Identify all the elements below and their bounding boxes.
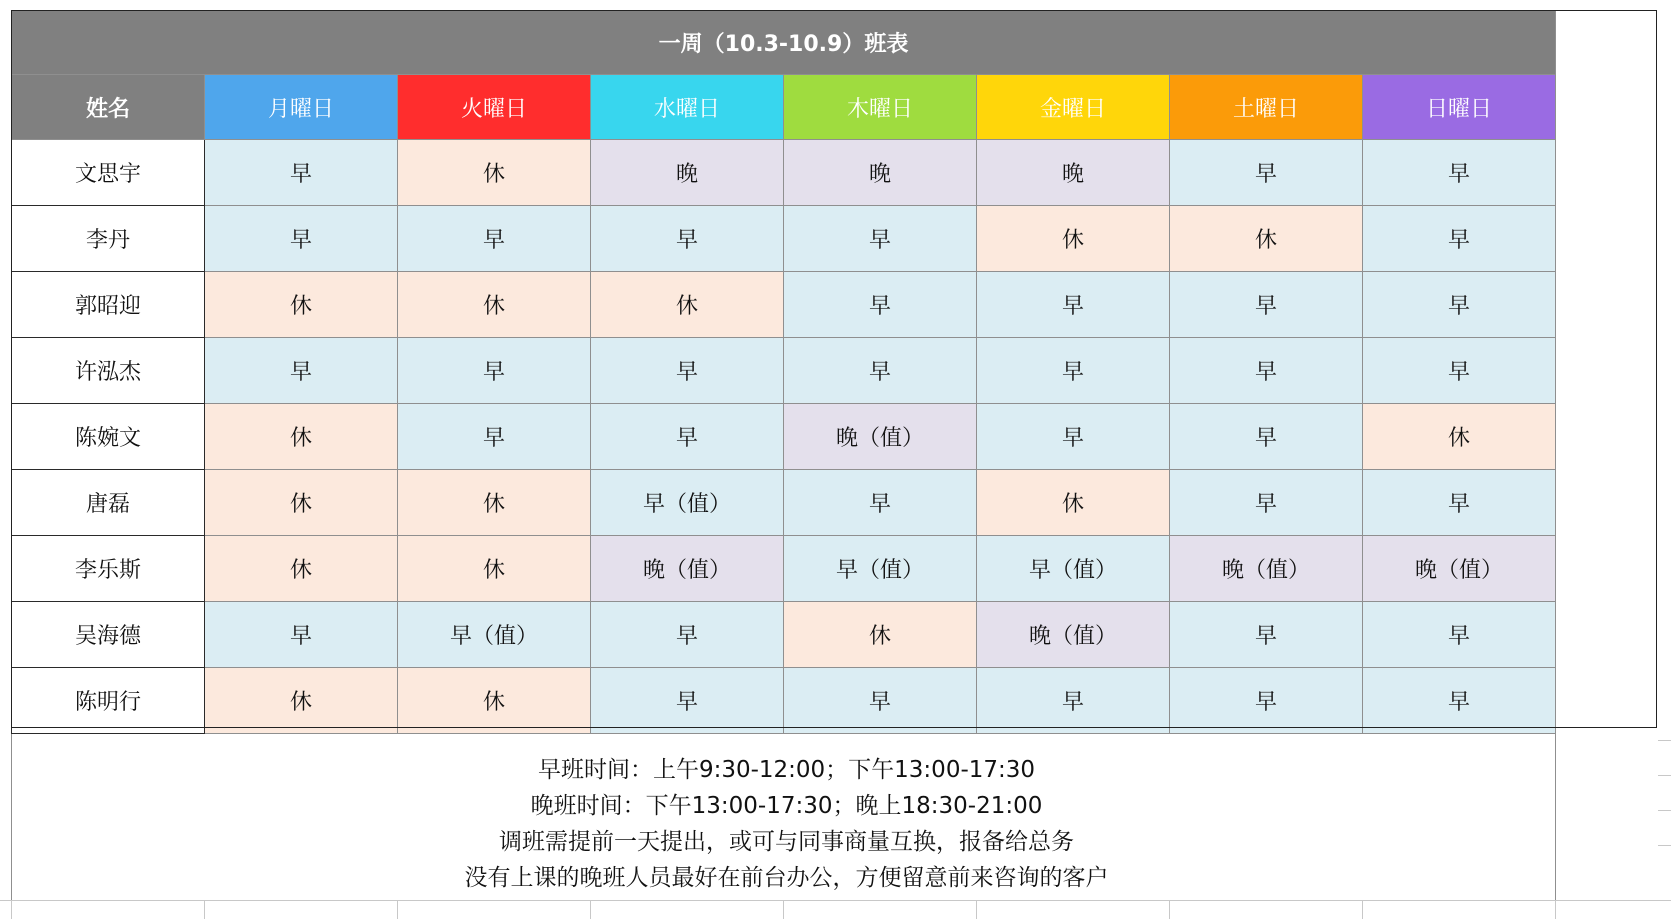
- sheet-gutter: [1658, 0, 1671, 919]
- shift-cell[interactable]: 早: [977, 404, 1170, 470]
- gridline: [1658, 740, 1671, 741]
- shift-cell[interactable]: 早: [398, 404, 591, 470]
- shift-cell[interactable]: 早: [1363, 272, 1556, 338]
- gridline: [1169, 900, 1170, 919]
- day-header-4[interactable]: 木曜日: [784, 75, 977, 140]
- shift-cell[interactable]: 早: [1363, 206, 1556, 272]
- shift-cell[interactable]: 休: [205, 668, 398, 734]
- note-line: 没有上课的晚班人员最好在前台办公，方便留意前来咨询的客户: [464, 865, 1109, 891]
- shift-cell[interactable]: 休: [398, 470, 591, 536]
- shift-cell[interactable]: 早: [1170, 602, 1363, 668]
- shift-cell[interactable]: 早: [1170, 470, 1363, 536]
- shift-cell[interactable]: 早: [205, 338, 398, 404]
- shift-cell[interactable]: 晚（值）: [591, 536, 784, 602]
- note-line: 调班需提前一天提出，或可与同事商量互换，报备给总务: [499, 829, 1074, 855]
- employee-name-cell[interactable]: 唐磊: [12, 470, 205, 536]
- shift-cell[interactable]: 早: [1170, 338, 1363, 404]
- shift-cell[interactable]: 早: [1170, 272, 1363, 338]
- shift-cell[interactable]: 晚（值）: [784, 404, 977, 470]
- gridline: [11, 900, 12, 919]
- shift-cell[interactable]: 早: [784, 206, 977, 272]
- shift-cell[interactable]: 晚（值）: [977, 602, 1170, 668]
- title-row: [12, 11, 1556, 75]
- shift-cell[interactable]: 早: [591, 338, 784, 404]
- shift-cell[interactable]: 早: [205, 602, 398, 668]
- shift-cell[interactable]: 早: [1170, 404, 1363, 470]
- day-header-1[interactable]: 月曜日: [205, 75, 398, 140]
- name-column-header[interactable]: 姓名: [12, 75, 205, 140]
- table-row: [12, 338, 1556, 404]
- schedule-table: [11, 10, 1556, 904]
- shift-cell[interactable]: 晚: [784, 140, 977, 206]
- shift-cell[interactable]: 早: [205, 206, 398, 272]
- gridline: [1658, 810, 1671, 811]
- day-header-3[interactable]: 水曜日: [591, 75, 784, 140]
- shift-cell[interactable]: 早: [1170, 668, 1363, 734]
- shift-cell[interactable]: 早: [784, 668, 977, 734]
- table-row: [12, 668, 1556, 734]
- shift-cell[interactable]: 早: [784, 338, 977, 404]
- gridline: [1658, 845, 1671, 846]
- shift-cell[interactable]: 早: [1170, 140, 1363, 206]
- shift-cell[interactable]: 休: [784, 602, 977, 668]
- shift-cell[interactable]: 休: [398, 536, 591, 602]
- shift-cell[interactable]: 早: [977, 668, 1170, 734]
- shift-cell[interactable]: 休: [398, 140, 591, 206]
- shift-cell[interactable]: 早（值）: [398, 602, 591, 668]
- shift-cell[interactable]: 早: [398, 206, 591, 272]
- shift-cell[interactable]: 休: [977, 206, 1170, 272]
- employee-name-cell[interactable]: 吴海德: [12, 602, 205, 668]
- shift-cell[interactable]: 早: [591, 404, 784, 470]
- gridline: [1658, 900, 1671, 901]
- day-header-5[interactable]: 金曜日: [977, 75, 1170, 140]
- shift-cell[interactable]: 早: [977, 338, 1170, 404]
- shift-cell[interactable]: 休: [205, 536, 398, 602]
- notes-box: [12, 742, 1555, 896]
- shift-cell[interactable]: 早: [1363, 338, 1556, 404]
- gridline: [397, 900, 398, 919]
- shift-cell[interactable]: 晚: [591, 140, 784, 206]
- day-header-7[interactable]: 日曜日: [1363, 75, 1556, 140]
- shift-cell[interactable]: 早: [977, 272, 1170, 338]
- shift-cell[interactable]: 早: [205, 140, 398, 206]
- shift-cell[interactable]: 晚: [977, 140, 1170, 206]
- day-header-2[interactable]: 火曜日: [398, 75, 591, 140]
- shift-cell[interactable]: 休: [591, 272, 784, 338]
- employee-name-cell[interactable]: 郭昭迎: [12, 272, 205, 338]
- table-row: [12, 602, 1556, 668]
- shift-cell[interactable]: 晚（值）: [1363, 536, 1556, 602]
- gridline: [1362, 900, 1363, 919]
- gridline: [204, 900, 205, 919]
- header-row: [12, 75, 1556, 140]
- table-row: [12, 272, 1556, 338]
- gridline: [783, 900, 784, 919]
- table-row: [12, 206, 1556, 272]
- table-row: [12, 404, 1556, 470]
- shift-cell[interactable]: 休: [1170, 206, 1363, 272]
- table-row: [12, 536, 1556, 602]
- shift-cell[interactable]: 早: [1363, 470, 1556, 536]
- shift-cell[interactable]: 早: [1363, 140, 1556, 206]
- note-line: 晚班时间：下午13:00-17:30；晚上18:30-21:00: [530, 793, 1043, 819]
- shift-cell[interactable]: 休: [205, 404, 398, 470]
- shift-cell[interactable]: 早: [784, 470, 977, 536]
- note-line: 早班时间：上午9:30-12:00；下午13:00-17:30: [537, 757, 1036, 783]
- shift-cell[interactable]: 早（值）: [591, 470, 784, 536]
- shift-cell[interactable]: 休: [205, 272, 398, 338]
- notes-row: [12, 734, 1556, 905]
- employee-name-cell[interactable]: 李乐斯: [12, 536, 205, 602]
- shift-cell[interactable]: 早（值）: [784, 536, 977, 602]
- shift-cell[interactable]: 休: [1363, 404, 1556, 470]
- gridline: [1555, 900, 1556, 919]
- schedule-title[interactable]: 一周（10.3-10.9）班表: [12, 11, 1556, 75]
- shift-cell[interactable]: 休: [205, 470, 398, 536]
- shift-cell[interactable]: 早: [398, 338, 591, 404]
- shift-cell[interactable]: 早: [591, 602, 784, 668]
- shift-cell[interactable]: 早（值）: [977, 536, 1170, 602]
- employee-name-cell[interactable]: 陈婉文: [12, 404, 205, 470]
- gridline: [0, 900, 1671, 901]
- shift-cell[interactable]: 早: [591, 206, 784, 272]
- employee-name-cell[interactable]: 文思宇: [12, 140, 205, 206]
- employee-name-cell[interactable]: 许泓杰: [12, 338, 205, 404]
- day-header-6[interactable]: 土曜日: [1170, 75, 1363, 140]
- notes-cell[interactable]: [12, 734, 1556, 905]
- shift-cell[interactable]: 早: [591, 668, 784, 734]
- shift-cell[interactable]: 早: [784, 272, 977, 338]
- table-row: [12, 470, 1556, 536]
- gridline: [590, 900, 591, 919]
- employee-name-cell[interactable]: 李丹: [12, 206, 205, 272]
- gridline: [976, 900, 977, 919]
- shift-cell[interactable]: 休: [977, 470, 1170, 536]
- employee-name-cell[interactable]: 陈明行: [12, 668, 205, 734]
- gridline: [1658, 775, 1671, 776]
- table-row: [12, 140, 1556, 206]
- shift-cell[interactable]: 休: [398, 272, 591, 338]
- shift-cell[interactable]: 晚（值）: [1170, 536, 1363, 602]
- shift-cell[interactable]: 早: [1363, 668, 1556, 734]
- shift-cell[interactable]: 早: [1363, 602, 1556, 668]
- shift-cell[interactable]: 休: [398, 668, 591, 734]
